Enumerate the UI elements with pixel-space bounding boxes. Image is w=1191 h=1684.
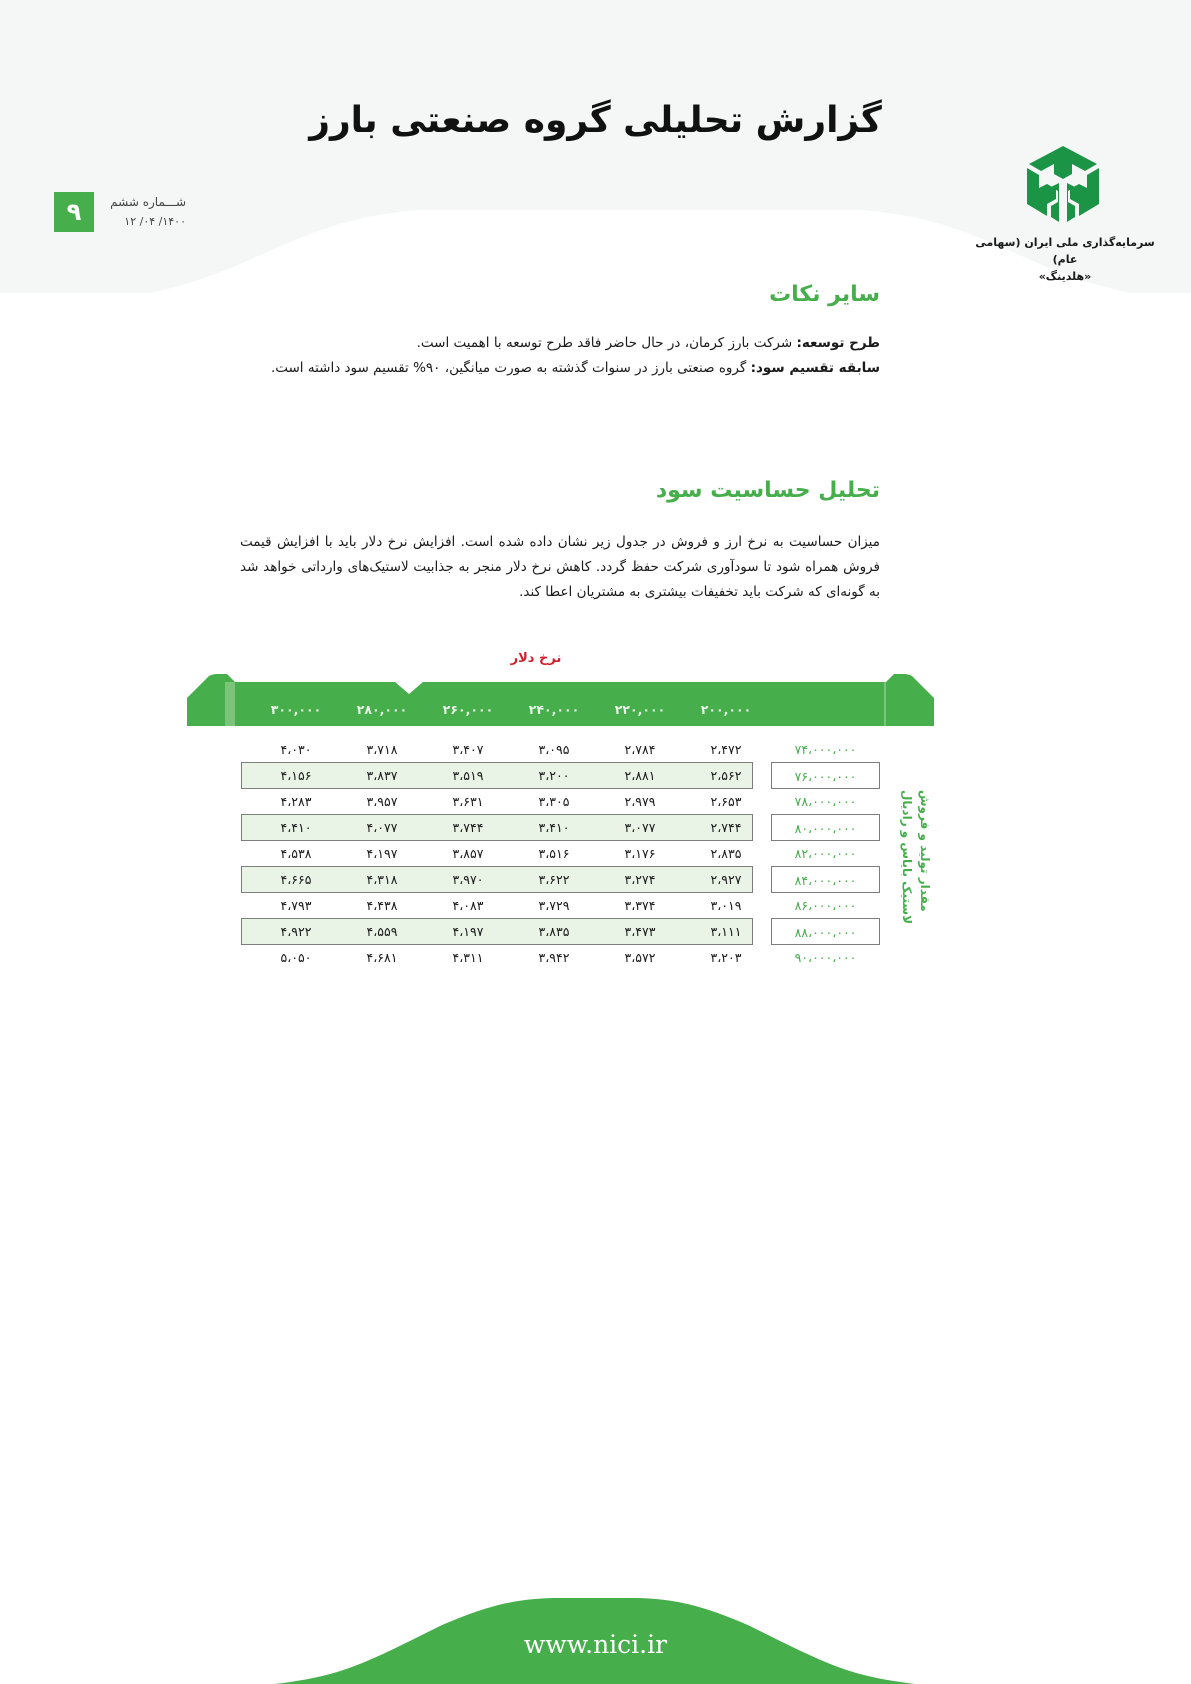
table-cell: ۲،۴۷۲ bbox=[710, 742, 742, 757]
note-label: سابقه تقسیم سود: bbox=[750, 360, 880, 376]
note-text: شرکت بارز کرمان، در حال حاضر فاقد طرح توسعه با اهمیت است. bbox=[416, 335, 797, 351]
table-cell: ۳،۶۲۲ bbox=[538, 872, 570, 887]
table-cell: ۳،۲۷۴ bbox=[624, 872, 656, 887]
table-row bbox=[241, 788, 753, 815]
table-header-band bbox=[187, 672, 934, 726]
table-cell: ۲،۸۸۱ bbox=[624, 768, 656, 783]
table-cell: ۳،۴۰۷ bbox=[452, 742, 484, 757]
table-cell: ۳،۹۵۷ bbox=[366, 794, 398, 809]
report-title: گزارش تحلیلی گروه صنعتی بارز bbox=[309, 100, 882, 141]
column-header: ۲۴۰,۰۰۰ bbox=[528, 702, 580, 717]
table-cell: ۳،۷۱۸ bbox=[366, 742, 398, 757]
table-cell: ۳،۴۱۰ bbox=[538, 820, 570, 835]
note-dividend-history bbox=[240, 356, 880, 381]
row-quantity-label: ۸۰،۰۰۰،۰۰۰ bbox=[771, 814, 880, 841]
table-cell: ۴،۵۳۸ bbox=[280, 846, 312, 861]
dollar-rate-axis-title: نرخ دلار bbox=[510, 651, 562, 666]
table-cell: ۳،۰۱۹ bbox=[710, 898, 742, 913]
table-cell: ۳،۹۷۰ bbox=[452, 872, 484, 887]
website-link[interactable]: www.nici.ir bbox=[523, 1630, 668, 1659]
table-cell: ۲،۷۸۴ bbox=[624, 742, 656, 757]
table-cell: ۴،۴۳۸ bbox=[366, 898, 398, 913]
table-cell: ۳،۴۷۳ bbox=[624, 924, 656, 939]
row-axis-title-line2: لاستیک بایاس و رادیال bbox=[900, 790, 914, 924]
other-notes-title: سایر نکات bbox=[769, 282, 880, 307]
other-notes-body bbox=[240, 331, 880, 381]
table-cell: ۴،۴۱۰ bbox=[280, 820, 312, 835]
table-cell: ۳،۲۰۰ bbox=[538, 768, 570, 783]
table-cell: ۲،۷۴۴ bbox=[710, 820, 742, 835]
table-row bbox=[241, 918, 753, 945]
row-quantity-label: ۹۰،۰۰۰،۰۰۰ bbox=[794, 950, 857, 965]
table-cell: ۲،۹۷۹ bbox=[624, 794, 656, 809]
row-quantity-label: ۸۸،۰۰۰،۰۰۰ bbox=[771, 918, 880, 945]
table-cell: ۳،۰۷۷ bbox=[624, 820, 656, 835]
table-row bbox=[241, 944, 753, 971]
table-cell: ۳،۰۹۵ bbox=[538, 742, 570, 757]
table-cell: ۴،۱۹۷ bbox=[452, 924, 484, 939]
table-cell: ۳،۷۴۴ bbox=[452, 820, 484, 835]
page-number-badge: ۹ bbox=[54, 192, 94, 232]
table-cell: ۳،۵۱۶ bbox=[538, 846, 570, 861]
table-cell: ۳،۶۳۱ bbox=[452, 794, 484, 809]
table-row bbox=[241, 892, 753, 919]
table-cell: ۲،۶۵۳ bbox=[710, 794, 742, 809]
row-quantity-label: ۷۴،۰۰۰،۰۰۰ bbox=[794, 742, 857, 757]
issue-info bbox=[102, 192, 186, 232]
column-header: ۲۲۰,۰۰۰ bbox=[614, 702, 666, 717]
table-cell: ۴،۶۸۱ bbox=[366, 950, 398, 965]
column-header: ۲۸۰,۰۰۰ bbox=[356, 702, 408, 717]
table-row bbox=[241, 866, 753, 893]
table-cell: ۴،۰۷۷ bbox=[366, 820, 398, 835]
table-cell: ۲،۵۶۲ bbox=[710, 768, 742, 783]
table-cell: ۳،۹۴۲ bbox=[538, 950, 570, 965]
org-name bbox=[975, 234, 1155, 285]
table-cell: ۴،۵۵۹ bbox=[366, 924, 398, 939]
table-cell: ۳،۸۵۷ bbox=[452, 846, 484, 861]
org-name-line1: سرمایه‌گذاری ملی ایران (سهامی عام) bbox=[975, 236, 1155, 266]
column-header: ۳۰۰,۰۰۰ bbox=[270, 702, 322, 717]
table-cell: ۳،۱۷۶ bbox=[624, 846, 656, 861]
table-cell: ۳،۳۷۴ bbox=[624, 898, 656, 913]
table-cell: ۴،۳۱۱ bbox=[452, 950, 484, 965]
table-cell: ۴،۱۹۷ bbox=[366, 846, 398, 861]
row-quantity-label: ۸۲،۰۰۰،۰۰۰ bbox=[794, 846, 857, 861]
note-label: طرح توسعه: bbox=[796, 335, 880, 351]
row-quantity-label: ۸۴،۰۰۰،۰۰۰ bbox=[771, 866, 880, 893]
table-cell: ۳،۳۰۵ bbox=[538, 794, 570, 809]
table-cell: ۴،۱۵۶ bbox=[280, 768, 312, 783]
note-development-plan bbox=[240, 331, 880, 356]
table-cell: ۴،۲۸۳ bbox=[280, 794, 312, 809]
table-row bbox=[241, 736, 753, 763]
table-cell: ۳،۸۳۷ bbox=[366, 768, 398, 783]
sensitivity-paragraph: میزان حساسیت به نرخ ارز و فروش در جدول زیر نشان داده شده است. افزایش نرخ دلار باید با افزایش قیمت فروش همراه شود تا سودآوری شرکت حفظ گردد. کاهش نرخ دلار منجر به جذابیت لاستیک‌های وارداتی خواهد شد به گونه‌ای که شرکت باید تخفیفات بیشتری به مشتریان اعطا کند. bbox=[240, 534, 880, 600]
table-cell: ۴،۰۸۳ bbox=[452, 898, 484, 913]
row-axis-title bbox=[896, 790, 936, 924]
table-cell: ۴،۹۲۲ bbox=[280, 924, 312, 939]
issue-date: ۱۴۰۰/ ۰۴/ ۱۲ bbox=[124, 215, 186, 228]
table-row bbox=[241, 762, 753, 789]
row-quantity-label: ۷۸،۰۰۰،۰۰۰ bbox=[794, 794, 857, 809]
table-cell: ۲،۸۳۵ bbox=[710, 846, 742, 861]
table-cell: ۵،۰۵۰ bbox=[280, 950, 312, 965]
row-axis-title-line1: مقدار تولید و فروش bbox=[918, 790, 932, 912]
table-cell: ۴،۳۱۸ bbox=[366, 872, 398, 887]
table-cell: ۲،۹۲۷ bbox=[710, 872, 742, 887]
table-cell: ۳،۱۱۱ bbox=[710, 924, 742, 939]
sensitivity-title: تحلیل حساسیت سود bbox=[655, 478, 880, 503]
column-header: ۲۰۰,۰۰۰ bbox=[700, 702, 752, 717]
table-cell: ۳،۵۱۹ bbox=[452, 768, 484, 783]
table-cell: ۳،۵۷۲ bbox=[624, 950, 656, 965]
table-cell: ۴،۰۳۰ bbox=[280, 742, 312, 757]
issue-label: شـــماره ششم bbox=[110, 195, 186, 209]
table-row bbox=[241, 814, 753, 841]
nici-logo-icon bbox=[1025, 146, 1101, 222]
row-quantity-label: ۷۶،۰۰۰،۰۰۰ bbox=[771, 762, 880, 789]
table-cell: ۴،۶۶۵ bbox=[280, 872, 312, 887]
column-header: ۲۶۰,۰۰۰ bbox=[442, 702, 494, 717]
table-cell: ۳،۲۰۳ bbox=[710, 950, 742, 965]
table-cell: ۳،۸۳۵ bbox=[538, 924, 570, 939]
note-text: گروه صنعتی بارز در سنوات گذشته به صورت میانگین، ۹۰% تقسیم سود داشته است. bbox=[270, 360, 751, 376]
row-quantity-label: ۸۶،۰۰۰،۰۰۰ bbox=[794, 898, 857, 913]
org-name-line2: «هلدینگ» bbox=[1038, 270, 1092, 283]
table-row bbox=[241, 840, 753, 867]
table-cell: ۴،۷۹۳ bbox=[280, 898, 312, 913]
table-cell: ۳،۷۲۹ bbox=[538, 898, 570, 913]
